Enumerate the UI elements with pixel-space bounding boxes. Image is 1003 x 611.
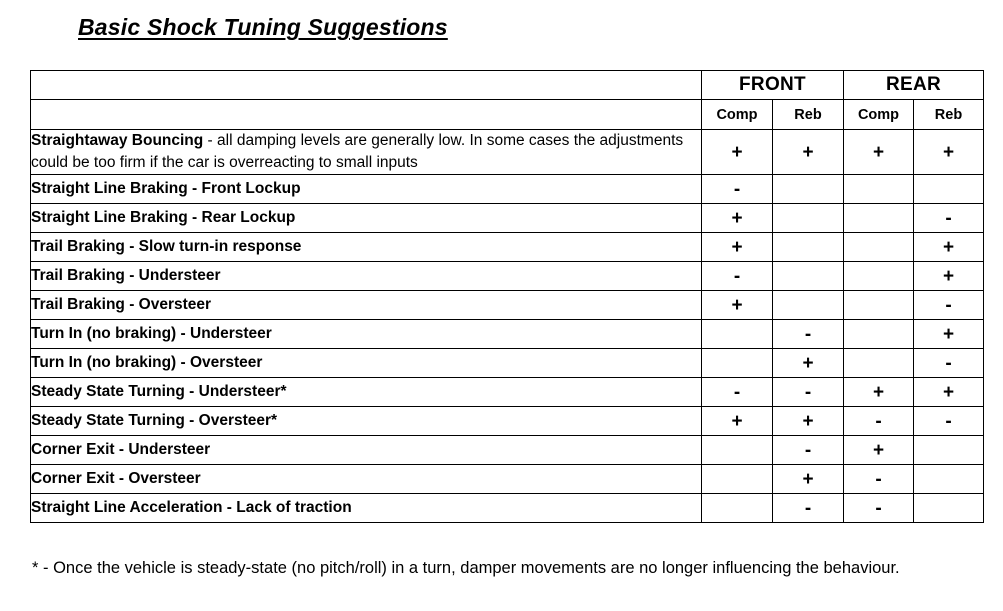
row-label-condition: Steady State Turning - Oversteer* xyxy=(31,412,278,429)
table-row xyxy=(31,494,984,523)
row-label xyxy=(31,320,702,349)
column-header-condition xyxy=(31,100,702,130)
row-label-condition: Trail Braking - Oversteer xyxy=(31,296,212,313)
group-header-rear: REAR xyxy=(844,71,984,100)
column-header-row xyxy=(31,100,984,130)
cell-front-comp: + xyxy=(702,233,773,262)
column-header-front-comp: Comp xyxy=(702,100,773,130)
cell-front-reb: + xyxy=(773,349,844,378)
cell-rear-reb: + xyxy=(914,262,984,291)
row-label xyxy=(31,407,702,436)
cell-front-reb: - xyxy=(773,320,844,349)
cell-rear-reb xyxy=(914,465,984,494)
table-row xyxy=(31,262,984,291)
cell-rear-comp: - xyxy=(844,494,914,523)
cell-front-reb: - xyxy=(773,378,844,407)
cell-rear-comp xyxy=(844,175,914,204)
cell-front-reb xyxy=(773,175,844,204)
cell-rear-comp: - xyxy=(844,465,914,494)
table-row xyxy=(31,130,984,175)
row-label xyxy=(31,494,702,523)
cell-rear-comp xyxy=(844,291,914,320)
cell-rear-comp xyxy=(844,262,914,291)
column-header-rear-comp: Comp xyxy=(844,100,914,130)
row-label xyxy=(31,262,702,291)
table-body xyxy=(31,130,984,523)
cell-front-comp: + xyxy=(702,407,773,436)
cell-front-comp: + xyxy=(702,291,773,320)
row-label-condition: Corner Exit - Oversteer xyxy=(31,470,201,487)
cell-rear-reb xyxy=(914,494,984,523)
table-row xyxy=(31,204,984,233)
table-row xyxy=(31,349,984,378)
row-label xyxy=(31,465,702,494)
cell-rear-reb: - xyxy=(914,291,984,320)
row-label-condition: Trail Braking - Slow turn-in response xyxy=(31,238,302,255)
footnote: * - Once the vehicle is steady-state (no pitch/roll) in a turn, damper movements are no longer influencing the behaviour. xyxy=(32,559,900,577)
cell-front-comp: - xyxy=(702,262,773,291)
table-row xyxy=(31,465,984,494)
row-label-condition: Turn In (no braking) - Oversteer xyxy=(31,354,263,371)
row-label xyxy=(31,233,702,262)
group-header-front: FRONT xyxy=(702,71,844,100)
cell-rear-reb: - xyxy=(914,349,984,378)
row-label xyxy=(31,291,702,320)
table-row xyxy=(31,320,984,349)
row-label-condition: Steady State Turning - Understeer* xyxy=(31,383,287,400)
cell-rear-comp: + xyxy=(844,436,914,465)
cell-front-comp: + xyxy=(702,204,773,233)
table-row xyxy=(31,233,984,262)
cell-front-reb xyxy=(773,262,844,291)
cell-front-reb: + xyxy=(773,130,844,175)
cell-front-reb xyxy=(773,291,844,320)
row-label-condition: Corner Exit - Understeer xyxy=(31,441,211,458)
cell-front-reb: + xyxy=(773,465,844,494)
table-row xyxy=(31,407,984,436)
row-label xyxy=(31,436,702,465)
cell-rear-reb: + xyxy=(914,130,984,175)
cell-rear-reb xyxy=(914,175,984,204)
cell-rear-reb: - xyxy=(914,204,984,233)
cell-rear-reb: + xyxy=(914,320,984,349)
table-header xyxy=(31,71,984,130)
cell-rear-reb xyxy=(914,436,984,465)
column-header-front-reb: Reb xyxy=(773,100,844,130)
cell-rear-comp xyxy=(844,349,914,378)
cell-front-reb xyxy=(773,204,844,233)
table-row xyxy=(31,378,984,407)
cell-front-comp xyxy=(702,436,773,465)
cell-front-reb xyxy=(773,233,844,262)
row-label xyxy=(31,349,702,378)
row-label-condition: Straightaway Bouncing xyxy=(31,132,204,149)
cell-front-comp xyxy=(702,320,773,349)
row-label xyxy=(31,204,702,233)
row-label-condition: Straight Line Braking - Rear Lockup xyxy=(31,209,296,226)
group-header-row xyxy=(31,71,984,100)
table-row xyxy=(31,436,984,465)
cell-rear-reb: + xyxy=(914,378,984,407)
cell-rear-comp xyxy=(844,233,914,262)
cell-rear-comp: + xyxy=(844,378,914,407)
row-label xyxy=(31,130,702,175)
cell-rear-reb: - xyxy=(914,407,984,436)
cell-rear-comp xyxy=(844,204,914,233)
cell-rear-reb: + xyxy=(914,233,984,262)
cell-front-reb: + xyxy=(773,407,844,436)
page-title: Basic Shock Tuning Suggestions xyxy=(78,14,448,40)
shock-tuning-table xyxy=(30,70,984,523)
column-header-rear-reb: Reb xyxy=(914,100,984,130)
cell-rear-comp: + xyxy=(844,130,914,175)
row-label-condition: Straight Line Braking - Front Lockup xyxy=(31,180,301,197)
cell-front-comp: + xyxy=(702,130,773,175)
cell-front-comp xyxy=(702,349,773,378)
cell-front-comp: - xyxy=(702,378,773,407)
row-label xyxy=(31,378,702,407)
cell-front-reb: - xyxy=(773,436,844,465)
row-label xyxy=(31,175,702,204)
table-row xyxy=(31,291,984,320)
cell-front-comp xyxy=(702,465,773,494)
row-label-description: - all damping levels are generally low. In some cases the adjustments could be too firm if the car is overreacting to small inputs xyxy=(31,132,684,171)
row-label-condition: Trail Braking - Understeer xyxy=(31,267,221,284)
table-row xyxy=(31,175,984,204)
row-label-condition: Straight Line Acceleration - Lack of traction xyxy=(31,499,352,516)
cell-rear-comp xyxy=(844,320,914,349)
cell-rear-comp: - xyxy=(844,407,914,436)
group-header-blank xyxy=(31,71,702,100)
cell-front-comp: - xyxy=(702,175,773,204)
cell-front-reb: - xyxy=(773,494,844,523)
cell-front-comp xyxy=(702,494,773,523)
row-label-condition: Turn In (no braking) - Understeer xyxy=(31,325,272,342)
